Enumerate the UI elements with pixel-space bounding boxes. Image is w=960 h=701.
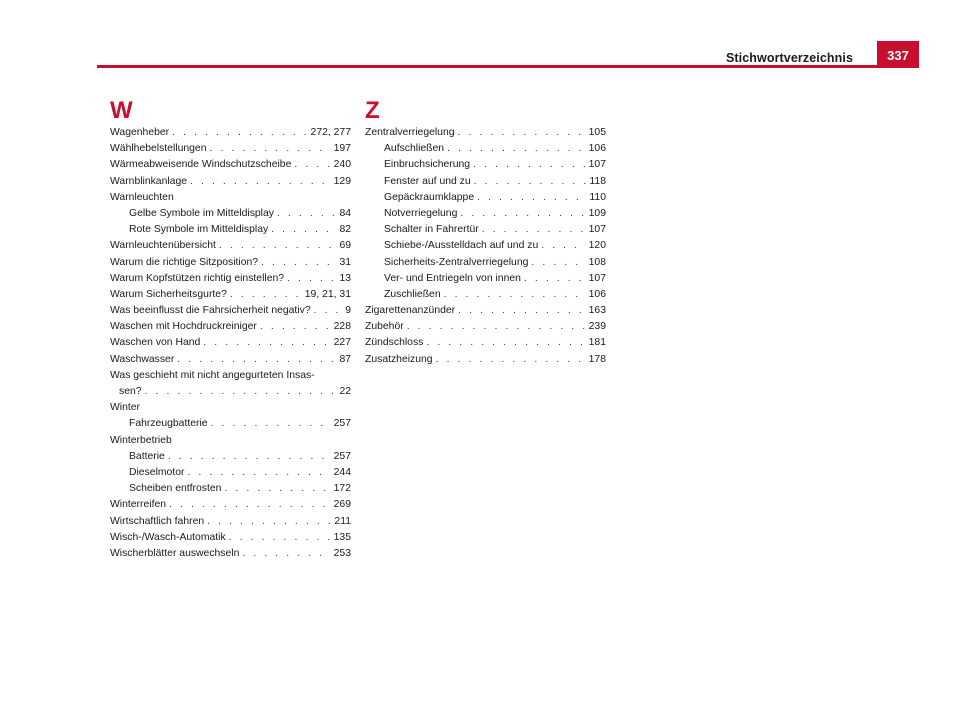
entry-page: 129 bbox=[333, 175, 351, 187]
dot-leader bbox=[436, 352, 586, 368]
entry-label: sen? bbox=[119, 386, 142, 397]
entry-label: Waschen von Hand bbox=[110, 337, 201, 349]
index-subentry bbox=[110, 465, 351, 481]
dot-leader bbox=[524, 271, 586, 287]
dot-leader bbox=[287, 271, 336, 287]
dot-leader bbox=[447, 141, 586, 157]
entry-page: 84 bbox=[339, 207, 351, 219]
dot-leader bbox=[145, 384, 337, 400]
index-entry bbox=[110, 157, 351, 173]
index-entry bbox=[110, 141, 351, 157]
entry-label: Wählhebelstellungen bbox=[110, 143, 207, 155]
index-subentry bbox=[110, 481, 351, 497]
dot-leader bbox=[473, 157, 586, 173]
index-entry bbox=[365, 352, 606, 368]
index-entry bbox=[110, 238, 351, 254]
dot-leader bbox=[314, 303, 343, 319]
index-entry bbox=[110, 255, 351, 271]
dot-leader bbox=[294, 157, 330, 173]
entry-label: Zentralverriegelung bbox=[365, 127, 455, 138]
entry-page: 31 bbox=[339, 256, 351, 268]
page-title: Stichwortverzeichnis bbox=[725, 51, 853, 65]
entry-page: 109 bbox=[588, 207, 606, 219]
entry-label: Gepäckraumklappe bbox=[384, 191, 475, 203]
dot-leader bbox=[190, 174, 331, 190]
dot-leader bbox=[474, 174, 587, 190]
index-subentry bbox=[365, 255, 606, 271]
entry-page: 120 bbox=[588, 240, 606, 252]
entry-page: 228 bbox=[333, 321, 351, 333]
entry-label: Wirtschaftlich fahren bbox=[110, 515, 205, 527]
dot-leader bbox=[407, 319, 586, 335]
entry-label: Zusatzheizung bbox=[365, 353, 433, 365]
dot-leader bbox=[541, 238, 585, 254]
index-entry bbox=[110, 303, 351, 319]
index-subentry bbox=[365, 157, 606, 173]
entry-page: 107 bbox=[588, 159, 606, 171]
entry-label: Winterreifen bbox=[110, 499, 167, 511]
index-subentry bbox=[365, 141, 606, 157]
entry-label: Warnleuchtenübersicht bbox=[110, 240, 216, 252]
index-entry bbox=[110, 319, 351, 335]
entry-label: Scheiben entfrosten bbox=[129, 483, 222, 495]
entry-label: Notverriegelung bbox=[384, 207, 458, 219]
entry-page: 257 bbox=[333, 418, 351, 430]
dot-leader bbox=[187, 465, 330, 481]
entry-page: 105 bbox=[588, 127, 606, 138]
dot-leader bbox=[277, 206, 336, 222]
index-entry-continuation bbox=[110, 384, 351, 400]
entry-page: 172 bbox=[333, 483, 351, 495]
section-letter-w: W bbox=[110, 97, 133, 124]
index-entry bbox=[365, 303, 606, 319]
dot-leader bbox=[224, 481, 330, 497]
dot-leader bbox=[230, 287, 302, 303]
entry-page: 257 bbox=[333, 450, 351, 462]
index-entry bbox=[365, 125, 606, 141]
entry-page: 9 bbox=[345, 305, 351, 317]
dot-leader bbox=[261, 255, 336, 271]
index-subentry bbox=[365, 271, 606, 287]
entry-label: Sicherheits-Zentralverriegelung bbox=[384, 256, 529, 268]
index-entry bbox=[365, 335, 606, 351]
entry-label: Wagenheber bbox=[110, 127, 170, 138]
dot-leader bbox=[203, 335, 330, 351]
dot-leader bbox=[426, 335, 585, 351]
index-subentry bbox=[365, 206, 606, 222]
index-entry bbox=[110, 174, 351, 190]
index-entry bbox=[110, 352, 351, 368]
entry-page: 107 bbox=[588, 224, 606, 236]
index-subentry bbox=[110, 416, 351, 432]
entry-page: 240 bbox=[333, 159, 351, 171]
entry-page: 227 bbox=[333, 337, 351, 349]
entry-page: 239 bbox=[588, 321, 606, 333]
index-subentry bbox=[110, 222, 351, 238]
index-entry bbox=[110, 497, 351, 513]
entry-label: Wisch-/Wasch-Automatik bbox=[110, 531, 226, 543]
dot-leader bbox=[169, 497, 331, 513]
dot-leader bbox=[260, 319, 331, 335]
entry-label: Waschwasser bbox=[110, 353, 175, 365]
entry-page: 22 bbox=[339, 386, 351, 397]
index-subentry bbox=[365, 287, 606, 303]
entry-label: Wischerblätter auswechseln bbox=[110, 547, 240, 559]
entry-label: Warum die richtige Sitzposition? bbox=[110, 256, 259, 268]
entry-page: 244 bbox=[333, 466, 351, 478]
dot-leader bbox=[209, 141, 330, 157]
entry-page: 106 bbox=[588, 143, 606, 155]
index-entry bbox=[110, 514, 351, 530]
dot-leader bbox=[444, 287, 586, 303]
dot-leader bbox=[482, 222, 586, 238]
dot-leader bbox=[458, 303, 586, 319]
entry-page: 69 bbox=[339, 240, 351, 252]
dot-leader bbox=[172, 125, 307, 141]
entry-page: 13 bbox=[339, 272, 351, 284]
entry-page: 135 bbox=[333, 531, 351, 543]
entry-label: Einbruchsicherung bbox=[384, 159, 471, 171]
entry-label: Dieselmotor bbox=[129, 466, 185, 478]
entry-label: Was beeinflusst die Fahrsicherheit negativ? bbox=[110, 305, 311, 317]
entry-page: 269 bbox=[333, 499, 351, 511]
index-subentry bbox=[365, 222, 606, 238]
entry-label: Rote Symbole im Mitteldisplay bbox=[129, 224, 269, 236]
index-subentry bbox=[365, 238, 606, 254]
entry-label: Gelbe Symbole im Mitteldisplay bbox=[129, 207, 274, 219]
entry-page: 108 bbox=[588, 256, 606, 268]
entry-label: Zubehör bbox=[365, 321, 404, 333]
index-heading: Winter bbox=[110, 402, 141, 414]
page-number: 337 bbox=[877, 41, 919, 68]
index-column-w bbox=[110, 97, 351, 562]
entry-label: Fenster auf und zu bbox=[384, 175, 471, 187]
entry-page: 211 bbox=[334, 515, 351, 527]
entry-page: 19, 21, 31 bbox=[304, 288, 351, 300]
entry-page: 163 bbox=[588, 305, 606, 317]
dot-leader bbox=[177, 352, 336, 368]
entry-page: 107 bbox=[588, 272, 606, 284]
dot-leader bbox=[229, 530, 331, 546]
entry-label: Warum Sicherheitsgurte? bbox=[110, 288, 227, 300]
entry-label: Batterie bbox=[129, 450, 165, 462]
entry-label: Wärmeabweisende Windschutzscheibe bbox=[110, 159, 292, 171]
entry-label: Aufschließen bbox=[384, 143, 445, 155]
index-heading: Winterbetrieb bbox=[110, 434, 172, 446]
dot-leader bbox=[460, 206, 585, 222]
dot-leader bbox=[531, 255, 585, 271]
index-column-z bbox=[365, 97, 606, 368]
entry-label: Schalter in Fahrertür bbox=[384, 224, 479, 236]
section-letter-z: Z bbox=[365, 97, 380, 124]
page-header bbox=[97, 41, 919, 68]
index-heading: Warnleuchten bbox=[110, 191, 174, 203]
entry-page: 272, 277 bbox=[310, 127, 351, 138]
dot-leader bbox=[271, 222, 336, 238]
entry-label: Zigarettenanzünder bbox=[365, 305, 456, 317]
index-entry bbox=[110, 530, 351, 546]
index-heading: Was geschieht mit nicht angegurteten Insas- bbox=[110, 369, 315, 381]
dot-leader bbox=[219, 238, 337, 254]
entry-label: Fahrzeugbatterie bbox=[129, 418, 208, 430]
entry-page: 82 bbox=[339, 224, 351, 236]
index-entry bbox=[110, 335, 351, 351]
entry-label: Ver- und Entriegeln von innen bbox=[384, 272, 521, 284]
index-entry bbox=[110, 271, 351, 287]
entry-page: 197 bbox=[333, 143, 351, 155]
dot-leader bbox=[168, 449, 331, 465]
index-subentry bbox=[110, 206, 351, 222]
dot-leader bbox=[477, 190, 586, 206]
index-entry bbox=[365, 319, 606, 335]
entry-page: 87 bbox=[339, 353, 351, 365]
entry-page: 110 bbox=[589, 191, 606, 203]
entry-label: Warnblinkanlage bbox=[110, 175, 188, 187]
entry-page: 253 bbox=[333, 547, 351, 559]
entry-label: Waschen mit Hochdruckreiniger bbox=[110, 321, 257, 333]
index-subentry bbox=[365, 190, 606, 206]
entry-label: Zuschließen bbox=[384, 288, 441, 300]
dot-leader bbox=[242, 546, 330, 562]
index-subentry bbox=[110, 449, 351, 465]
entry-page: 118 bbox=[589, 175, 606, 187]
index-subentry bbox=[365, 174, 606, 190]
dot-leader bbox=[458, 125, 586, 141]
entry-page: 178 bbox=[588, 353, 606, 365]
entry-page: 106 bbox=[588, 288, 606, 300]
index-entry bbox=[110, 287, 351, 303]
index-entry bbox=[110, 125, 351, 141]
header-rule bbox=[97, 65, 919, 68]
dot-leader bbox=[211, 416, 331, 432]
entry-label: Schiebe-/Ausstelldach auf und zu bbox=[384, 240, 539, 252]
dot-leader bbox=[207, 514, 331, 530]
entry-page: 181 bbox=[588, 337, 606, 349]
entry-label: Warum Kopfstützen richtig einstellen? bbox=[110, 272, 285, 284]
index-entry bbox=[110, 546, 351, 562]
entry-label: Zündschloss bbox=[365, 337, 424, 349]
